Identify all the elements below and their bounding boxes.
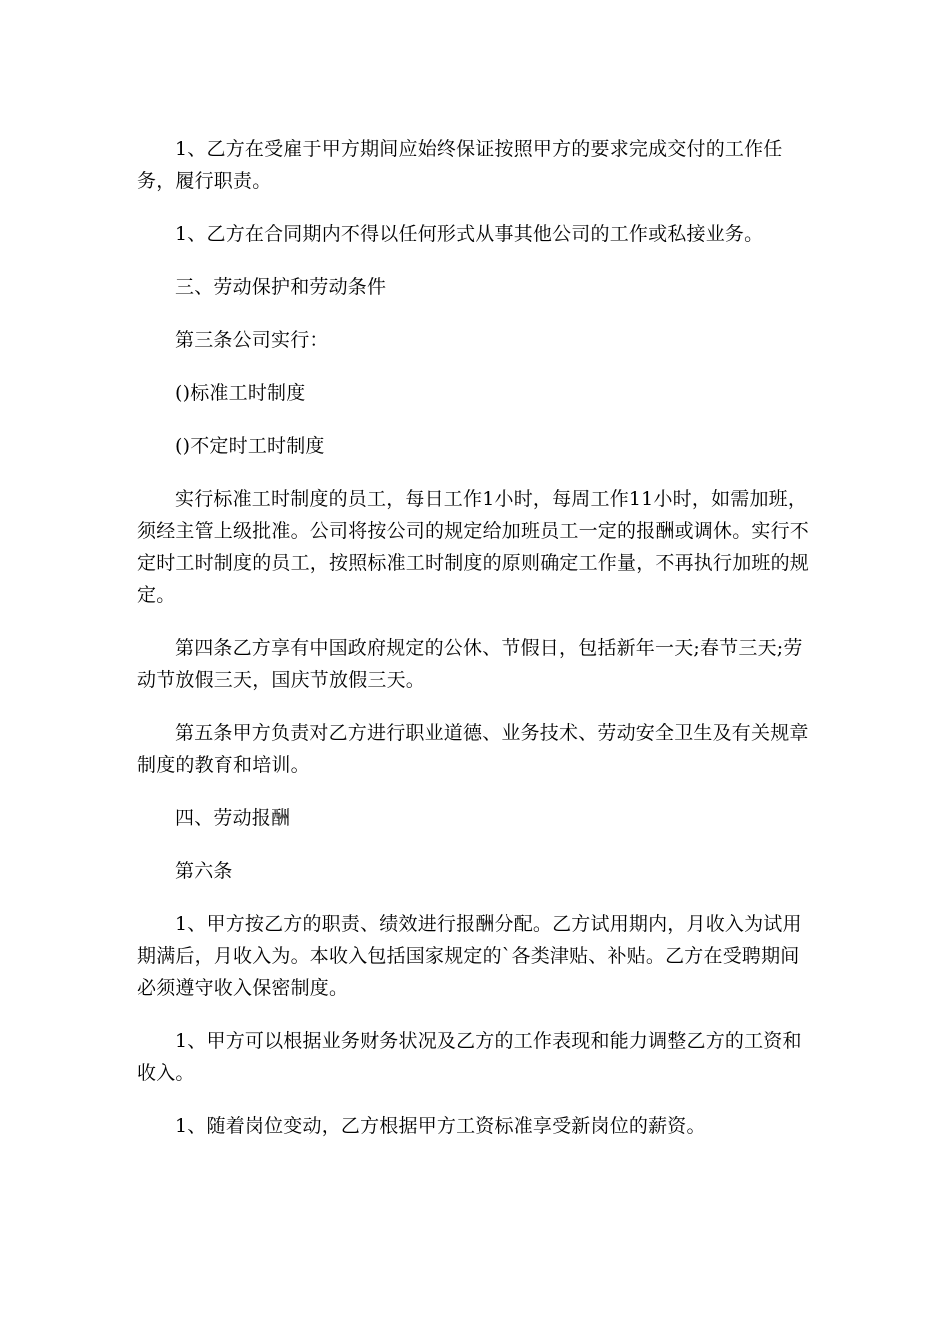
paragraph-salary-adjustment: 1、甲方可以根据业务财务状况及乙方的工作表现和能力调整乙方的工资和收入。 [137,1030,802,1084]
article-4-holidays: 第四条乙方享有中国政府规定的公休、节假日，包括新年一天;春节三天;劳动节放假三天，国庆节放假三天。 [137,637,803,691]
article-6-heading: 第六条 [175,860,233,882]
paragraph-position-change-salary: 1、随着岗位变动，乙方根据甲方工资标准享受新岗位的薪资。 [175,1115,706,1137]
article-5-training: 第五条甲方负责对乙方进行职业道德、业务技术、劳动安全卫生及有关规章制度的教育和培训。 [137,722,809,776]
article-3-heading: 第三条公司实行： [175,329,329,351]
paragraph-no-moonlighting: 1、乙方在合同期内不得以任何形式从事其他公司的工作或私接业务。 [175,223,764,245]
option-standard-hours: ()标准工时制度 [175,382,306,404]
option-flexible-hours: ()不定时工时制度 [175,435,325,457]
section-heading-remuneration: 四、劳动报酬 [175,807,291,829]
section-heading-labor-protection: 三、劳动保护和劳动条件 [175,276,387,298]
paragraph-duty-clause: 1、乙方在受雇于甲方期间应始终保证按照甲方的要求完成交付的工作任务，履行职责。 [137,138,783,192]
document-body [137,133,813,1163]
paragraph-salary-distribution: 1、甲方按乙方的职责、绩效进行报酬分配。乙方试用期内，月收入为试用期满后，月收入为。本收入包括国家规定的`各类津贴、补贴。乙方在受聘期间必须遵守收入保密制度。 [137,913,802,999]
paragraph-working-hours: 实行标准工时制度的员工，每日工作1小时，每周工作11小时，如需加班，须经主管上级批准。公司将按公司的规定给加班员工一定的报酬或调休。实行不定时工时制度的员工，按照标准工时制度的原则确定工作量，不再执行加班的规定。 [137,488,810,606]
